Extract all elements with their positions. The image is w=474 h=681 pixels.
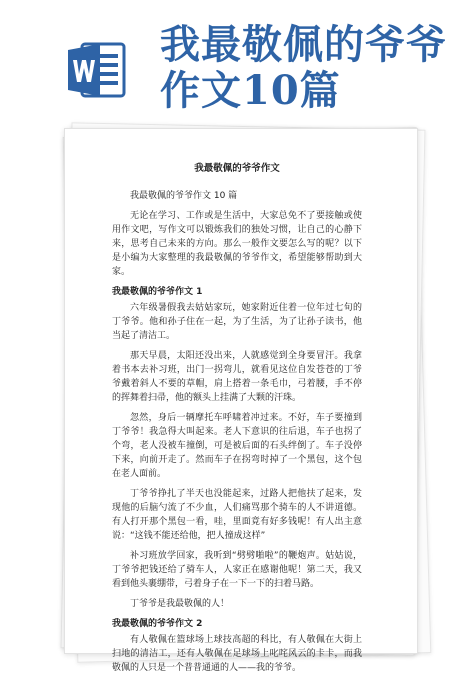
section-heading: 我最敬佩的爷爷作文 2 [112, 619, 203, 629]
intro-paragraph: 无论在学习、工作或是生活中，大家总免不了要接触或使用作文吧，写作文可以锻炼我们的独处习惯，让自己的心静下来，思考自己未来的方向。那么一般作文要怎么写的呢？以下是小编为大家整理的我最敬佩的爷爷作文，希望能够帮助到大家。 [112, 211, 362, 277]
paragraph: 那天早晨，太阳还没出来，人就感觉到全身要冒汗。我拿着书本去补习班，出门一拐弯儿，就看见这位自发苍苍的丁爷爷戴着斜人不要的草帽，肩上搭着一条毛巾，弓着腰，手不停的挥舞着扫帚，他的额头上挂满了大颗的汗珠。 [112, 351, 362, 403]
document-preview [60, 118, 422, 673]
paragraph: 六年级暑假我去姑姑家玩，她家附近住着一位年过七旬的丁爷爷。他和孙子住在一起，为了生活，为了让孙子读书，他当起了清洁工。 [112, 303, 362, 341]
paragraph: 忽然，身后一辆摩托车呼啸着冲过来。不好，车子要撞到丁爷爷！我急得大叫起来。老人下意识的往后退，车子也拐了个弯，老人没被车撞倒，可是被后面的石头绊倒了。车子没停下来，向前开走了。然而车子在拐弯时掉了一个黑包，这个包在老人面前。 [112, 413, 362, 479]
banner [0, 0, 474, 130]
banner-title: 我最敬佩的爷爷作文10篇 [160, 21, 447, 114]
paragraph: 丁爷爷挣扎了半天也没能起来，过路人把他扶了起来，发现他的后脑勺流了不少血，人们痛骂那个骑车的人不讲道德。有人打开那个黑包一看，哇，里面竟有好多钱呢！有人出主意说：“这钱不能还给他，把人撞成这样” [112, 489, 362, 541]
word-document-icon [64, 38, 128, 102]
section-heading: 我最敬佩的爷爷作文 1 [112, 287, 203, 297]
paragraph: 有人敬佩在篮球场上球技高超的科比，有人敬佩在大街上扫地的清洁工，还有人敬佩在足球场上叱咤风云的卡卡，而我敬佩的人只是一个普普通通的人——我的爷爷。 [112, 635, 362, 673]
document-body [112, 162, 362, 681]
document-subtitle: 我最敬佩的爷爷作文 10 篇 [130, 191, 238, 201]
paragraph: 丁爷爷是我最敬佩的人！ [130, 599, 230, 609]
document-title: 我最敬佩的爷爷作文 [194, 163, 280, 174]
paragraph: 补习班放学回家，我听到“劈劈啪啦”的鞭炮声。姑姑说，丁爷爷把钱还给了骑车人，人家正在感谢他呢！第二天，我又看到他头裹绷带，弓着身子在一下一下的扫着马路。 [112, 551, 362, 589]
